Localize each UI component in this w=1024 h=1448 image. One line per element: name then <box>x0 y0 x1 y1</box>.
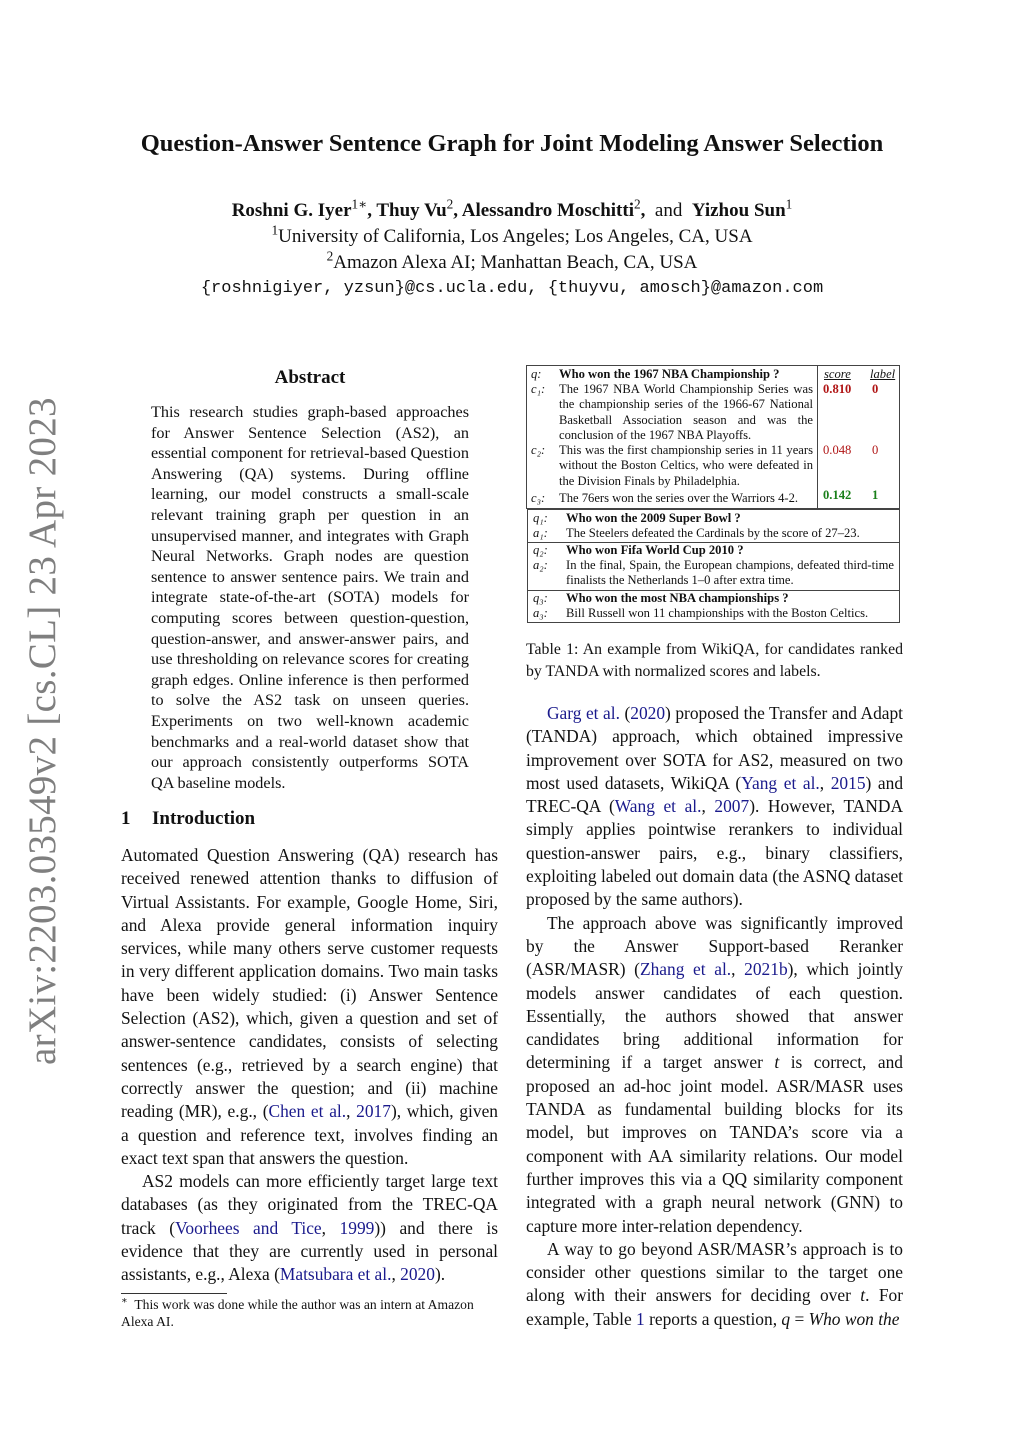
author-4: Yizhou Sun <box>691 200 786 221</box>
abstract-heading: Abstract <box>274 367 346 388</box>
table1-q2-text: Who won Fifa World Cup 2010 ? <box>566 543 744 557</box>
affiliation-2 <box>0 250 1024 276</box>
citation-chen[interactable] <box>269 1101 347 1121</box>
table1-q1-text: Who won the 2009 Super Bowl ? <box>566 511 741 525</box>
author-3-sup: 2 <box>633 196 641 212</box>
citation-zhang[interactable]: Zhang et al. <box>639 959 732 980</box>
author-and: and <box>654 200 683 221</box>
table1-divider <box>817 366 818 508</box>
paper-title: Question-Answer Sentence Graph for Joint Modeling Answer Selection <box>140 130 884 157</box>
aff2-text: Amazon Alexa AI; Manhattan Beach, CA, USA <box>333 252 698 273</box>
math-eq: = <box>790 1308 809 1329</box>
footnote-mark: ∗ <box>121 1295 128 1307</box>
citation-voorhees-year[interactable]: 1999 <box>339 1217 375 1238</box>
arxiv-stamp: arXiv:2203.03549v2 [cs.CL] 23 Apr 2023 <box>21 397 64 1065</box>
p4-c: is correct, and proposed an ad-hoc joint model. ASR/MASR uses TANDA as fundamental building blocks for its model, but improves on TANDA’s score via a component with AA similarity relations. Our model further improves this via a QQ similarity component integrated with a graph neural network (GNN) to capture more inter-relation dependency. <box>526 1052 903 1236</box>
author-2-sup: 2 <box>446 196 454 212</box>
author-1: Roshni G. Iyer <box>231 200 352 221</box>
author-4-sup: 1 <box>785 196 793 212</box>
affiliation-1 <box>0 224 1024 250</box>
section-title: Introduction <box>152 808 256 829</box>
p5-b: . For example, Table <box>526 1285 903 1329</box>
table1-q3-label: q₃: <box>533 591 548 605</box>
p3-a: proposed the Transfer and Adapt (TANDA) approach, which obtained impressive improvement over SOTA for AS2, measured on two most used datasets, WikiQA ( <box>526 703 904 793</box>
table1-c3-label-value: 1 <box>872 488 879 502</box>
citation-matsubara[interactable]: Matsubara et al. <box>279 1264 392 1285</box>
p3-b: ) and TREC-QA ( <box>526 772 904 817</box>
table1-c3-score: 0.142 <box>823 488 852 502</box>
citation-voorhees[interactable]: Voorhees and Tice <box>175 1217 322 1238</box>
table1-q-label: q: <box>531 367 542 381</box>
table1-similar-questions <box>527 509 900 623</box>
citation-yang[interactable]: Yang et al. <box>741 772 820 793</box>
table1-a1-label: a₁: <box>533 526 548 540</box>
citation-wang-year[interactable]: 2007 <box>714 796 750 817</box>
citation-garg[interactable]: Garg et al. <box>547 703 620 723</box>
table1-a2-label: a₂: <box>533 558 548 572</box>
right-column-body <box>526 702 903 1331</box>
table-ref-1[interactable]: 1 <box>636 1308 645 1329</box>
p3-c: ). However, TANDA simply applies pointwise rerankers to individual question-answer pairs, e.g., binary classifiers, exploiting labeled out domain data (the ASNQ dataset proposed by the same authors). <box>526 796 903 910</box>
citation-chen-year[interactable]: 2017 <box>356 1101 391 1122</box>
table1-a3-text: Bill Russell won 11 championships with the Boston Celtics. <box>566 606 869 620</box>
author-block <box>0 198 1024 302</box>
footnote-rule <box>121 1293 227 1294</box>
math-t: t <box>774 1052 780 1073</box>
table1-c1-label: c₁: <box>531 382 546 396</box>
p1-end: ), which, given a question and reference text, involves finding an exact text span that answers the question. <box>121 1101 498 1168</box>
table1-c1-score: 0.810 <box>823 382 852 396</box>
table1-candidates <box>526 365 900 509</box>
author-1-sup: 1∗ <box>351 196 368 212</box>
abstract-text: This research studies graph-based approaches for Answer Sentence Selection (AS2), an essential component for retrieval-based Question Answering (QA) systems. During offline learning, our model constructs a small-scale relevant training graph per question in an unsupervised manner, and integrates with Graph Neural Networks. Graph nodes are question sentence to answer sentence pairs. We train and integrate state-of-the-art (SOTA) models for computing scores between question-question, question-answer, and answer-answer pairs, and use thresholding on relevance scores for creating graph edges. Online inference is then performed to solve the AS2 task on unseen queries. Experiments on two well-known academic benchmarks and a real-world dataset show that our approach consistently outperforms SOTA QA baseline models. <box>151 403 469 792</box>
aff1-sup: 1 <box>271 222 279 238</box>
footnote <box>121 1296 498 1330</box>
table1-header-score: score <box>824 367 851 381</box>
table1-c2-label-value: 0 <box>872 443 879 457</box>
author-3: Alessandro Moschitti <box>461 200 634 221</box>
paragraph-3: Garg et al. (2020) proposed the Transfer and Adapt (TANDA) approach, which obtained impressive improvement over SOTA for AS2, measured on two most used datasets, WikiQA (Yang et al., 2015) and TREC-QA (Wang et al., 2007). However, TANDA simply applies pointwise rerankers to individual question-answer pairs, e.g., binary classifiers, exploiting labeled out domain data (the ASNQ dataset proposed by the same authors). <box>526 703 904 910</box>
section-number: 1 <box>121 808 131 829</box>
table1-q3-text: Who won the most NBA championships ? <box>566 591 789 605</box>
paragraph-2: AS2 models can more efficiently target large text databases (as they originated from the TREC-QA track (Voorhees and Tice, 1999)) and there is evidence that they are currently used in personal assistants, e.g., Alexa (Matsubara et al., 2020). <box>121 1171 498 1285</box>
p5-c: reports a question, <box>644 1308 782 1329</box>
aff2-sup: 2 <box>326 248 334 264</box>
table1-q1-label: q₁: <box>533 511 548 525</box>
author-names: Roshni G. Iyer$^{1∗}$, Thuy Vu$^2$, Alessandro Moschitti$^2$, and Yizhou Sun$^1$ <box>231 196 793 221</box>
table1-c2-score: 0.048 <box>823 443 852 457</box>
table1-a2-text: In the final, Spain, the European champions, defeated third-time finalists the Netherlands 1–0 after extra time. <box>566 558 894 588</box>
aff1-text: University of California, Los Angeles; Los Angeles, CA, USA <box>278 226 753 247</box>
author-2: Thuy Vu <box>376 200 447 221</box>
p1-text: Automated Question Answering (QA) research has received renewed attention thanks to diffusion of Virtual Assistants. For example, Google Home, Siri, and Alexa provide general information inquiry services, while many others serve customer requests in very different application domains. Two main tasks have been widely studied: (i) Answer Sentence Selection (AS2), which, given a question and set of answer-sentence candidates, consists of selecting sentences (e.g., retrieved by a search engine) that correctly answer the question; and (ii) machine reading (MR), e.g., ( <box>121 845 498 1122</box>
table1-a1-text: The Steelers defeated the Cardinals by the score of 27–23. <box>566 526 860 540</box>
p5-italic: Who won the <box>808 1308 900 1329</box>
table1-q2-label: q₂: <box>533 543 548 557</box>
citation-zhang-year[interactable]: 2021b <box>744 959 788 980</box>
p2-end: ). <box>434 1264 446 1285</box>
p2-text: AS2 models can more efficiently target large text databases (as they originated from the TREC-QA track ( <box>121 1171 498 1238</box>
section-heading-introduction <box>121 808 255 830</box>
p4-a: The approach above was significantly improved by the Answer Support-based Reranker (ASR/MASR) ( <box>526 912 903 980</box>
cite-sep: , <box>346 1101 357 1122</box>
p5-a: A way to go beyond ASR/MASR’s approach is to consider other questions similar to the target one along with their answers for deciding over <box>526 1238 903 1306</box>
paragraph-1 <box>121 844 498 1170</box>
table1-header-label: label <box>870 367 896 381</box>
p2-mid: )) and there is evidence that they are currently used in personal assistants, e.g., Alexa ( <box>121 1217 498 1285</box>
citation-yang-year[interactable]: 2015 <box>830 772 866 793</box>
math-q: q <box>781 1308 791 1329</box>
paragraph-5 <box>526 1238 903 1331</box>
table1-question: Who won the 1967 NBA Championship ? <box>559 367 780 381</box>
table1-c2-label: c₂: <box>531 443 546 457</box>
math-t-2: t <box>860 1285 866 1306</box>
citation-garg-year[interactable]: 2020 <box>630 703 666 723</box>
citation-matsubara-year[interactable]: 2020 <box>400 1264 435 1285</box>
table1-c3-text: The 76ers won the series over the Warriors 4-2. <box>559 491 799 505</box>
p4-b: ), which jointly models answer candidates of each question. Essentially, the authors showed that answer candidates bring additional information for determining if a target answer <box>526 959 903 1073</box>
citation-wang[interactable]: Wang et al. <box>614 796 702 817</box>
table1-a3-label: a₃: <box>533 606 548 620</box>
table1-c1-label-value: 0 <box>872 382 879 396</box>
cite-chen-name: Chen et al. <box>268 1101 347 1122</box>
paragraph-4: The approach above was significantly improved by the Answer Support-based Reranker (ASR/MASR) (Zhang et al., 2021b), which jointly models answer candidates of each question. Essentially, the authors showed that answer candidates bring additional information for determining if a target answer t is correct, and proposed an ad-hoc joint model. ASR/MASR uses TANDA as fundamental building blocks for its model, but improves on TANDA’s score via a component with AA similarity relations. Our model further improves this via a QQ similarity component integrated with a graph neural network (GNN) to capture more inter-relation dependency. <box>526 912 903 1236</box>
table1-c2-text: This was the first championship series in 11 years without the Boston Celtics, who were defeated in the Division Finals by Philadelphia. <box>559 443 813 488</box>
table1-c1-text: The 1967 NBA World Championship Series was the championship series of the 1966-67 National Basketball Association season and was the conclusion of the 1967 NBA Playoffs. <box>559 382 813 443</box>
table1-caption: Table 1: An example from WikiQA, for candidates ranked by TANDA with normalized scores and labels. <box>526 641 903 680</box>
table1-c3-label: c₃: <box>531 491 546 505</box>
author-emails: {roshnigiyer, yzsun}@cs.ucla.edu, {thuyvu, amosch}@amazon.com <box>200 279 824 298</box>
left-column-body <box>121 844 498 1287</box>
footnote-text: This work was done while the author was an intern at Amazon Alexa AI. <box>121 1297 474 1329</box>
